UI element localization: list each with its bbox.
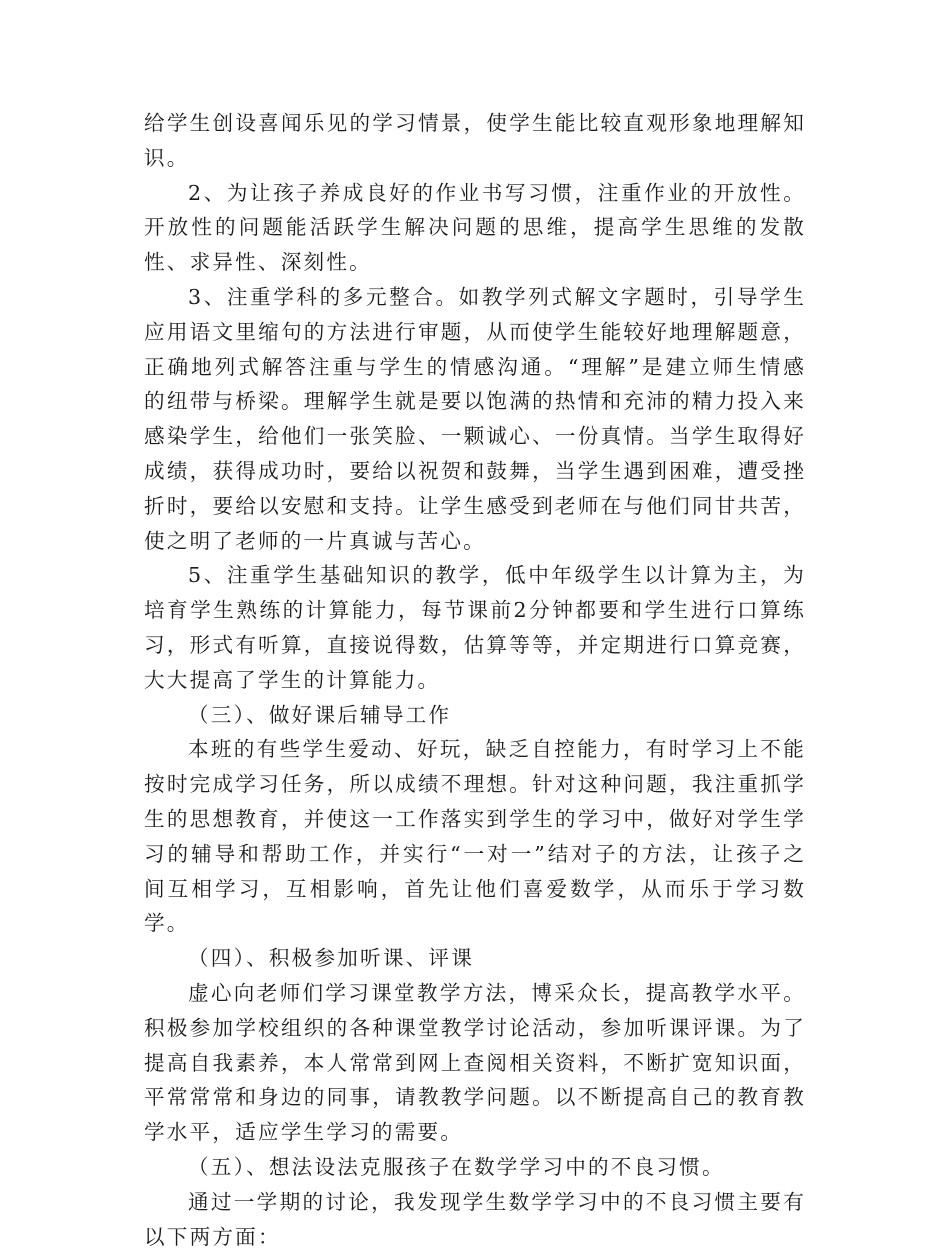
document-body	[144, 106, 806, 1254]
paragraph-item-2: 2、为让孩子养成良好的作业书写习惯，注重作业的开放性。开放性的问题能活跃学生解决问题的思维，提高学生思维的发散性、求异性、深刻性。	[144, 180, 806, 275]
paragraph-after-habits: 通过一学期的讨论，我发现学生数学学习中的不良习惯主要有以下两方面：	[144, 1189, 806, 1249]
section-heading-3: （三）、做好课后辅导工作	[188, 702, 452, 727]
paragraph-continuation: 给学生创设喜闻乐见的学习情景，使学生能比较直观形象地理解知识。	[144, 111, 806, 170]
paragraph-after-tutoring: 本班的有些学生爱动、好玩，缺乏自控能力，有时学习上不能按时完成学习任务，所以成绩不理想。针对这种问题，我注重抓学生的思想教育，并使这一工作落实到学生的学习中，做好对学生学习的辅导和帮助工作，并实行“一对一”结对子的方法，让孩子之间互相学习，互相影响，首先让他们喜爱数学，从而乐于学习数学。	[144, 737, 806, 936]
section-heading-4: （四）、积极参加听课、评课	[188, 946, 475, 971]
paragraph-item-5: 5、注重学生基础知识的教学，低中年级学生以计算为主，为培育学生熟练的计算能力，每节课前2分钟都要和学生进行口算练习，形式有听算，直接说得数，估算等等，并定期进行口算竞赛，大大提高了学生的计算能力。	[144, 563, 806, 692]
paragraph-item-3: 3、注重学科的多元整合。如教学列式解文字题时，引导学生应用语文里缩句的方法进行审题，从而使学生能较好地理解题意，正确地列式解答注重与学生的情感沟通。“理解”是建立师生情感的纽带与桥梁。理解学生就是要以饱满的热情和充沛的精力投入来感染学生，给他们一张笑脸、一颗诚心、一份真情。当学生取得好成绩，获得成功时，要给以祝贺和鼓舞，当学生遇到困难，遭受挫折时，要给以安慰和支持。让学生感受到老师在与他们同甘共苦，使之明了老师的一片真诚与苦心。	[144, 284, 806, 553]
section-heading-5: （五）、想法设法克服孩子在数学学习中的不良习惯。	[188, 1154, 725, 1179]
paragraph-after-observation: 虚心向老师们学习课堂教学方法，博采众长，提高教学水平。积极参加学校组织的各种课堂教学讨论活动，参加听课评课。为了提高自我素养，本人常常到网上查阅相关资料，不断扩宽知识面，平常常常和身边的同事，请教教学问题。以不断提高自己的教育教学水平，适应学生学习的需要。	[144, 980, 806, 1145]
